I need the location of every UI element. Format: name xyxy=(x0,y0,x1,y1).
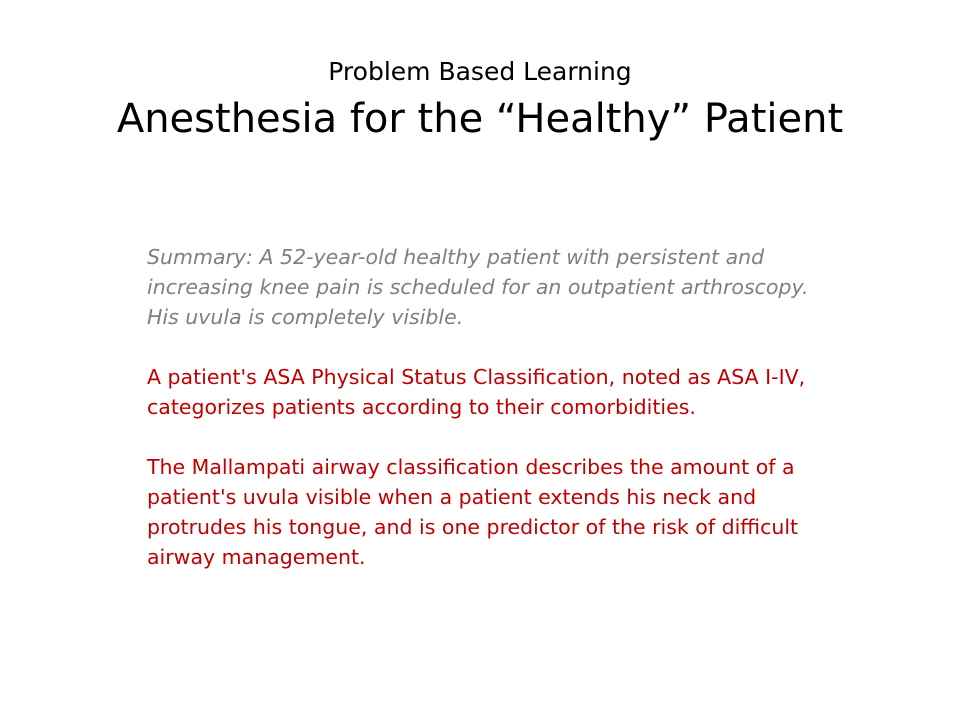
asa-paragraph: A patient's ASA Physical Status Classification, noted as ASA I-IV, categorizes patients according to their comorbidities. xyxy=(147,365,806,419)
mallampati-paragraph: The Mallampati airway classification describes the amount of a patient's uvula visible when a patient extends his neck and protrudes his tongue, and is one predictor of the risk of difficult airway management. xyxy=(147,455,799,569)
summary-paragraph: Summary: A 52-year-old healthy patient with persistent and increasing knee pain is scheduled for an outpatient arthroscopy. His uvula is completely visible. xyxy=(147,245,809,329)
slide-subtitle: Problem Based Learning xyxy=(328,57,632,86)
title-block xyxy=(40,55,920,145)
slide-title: Anesthesia for the “Healthy” Patient xyxy=(116,96,844,142)
slide-body xyxy=(147,242,827,602)
